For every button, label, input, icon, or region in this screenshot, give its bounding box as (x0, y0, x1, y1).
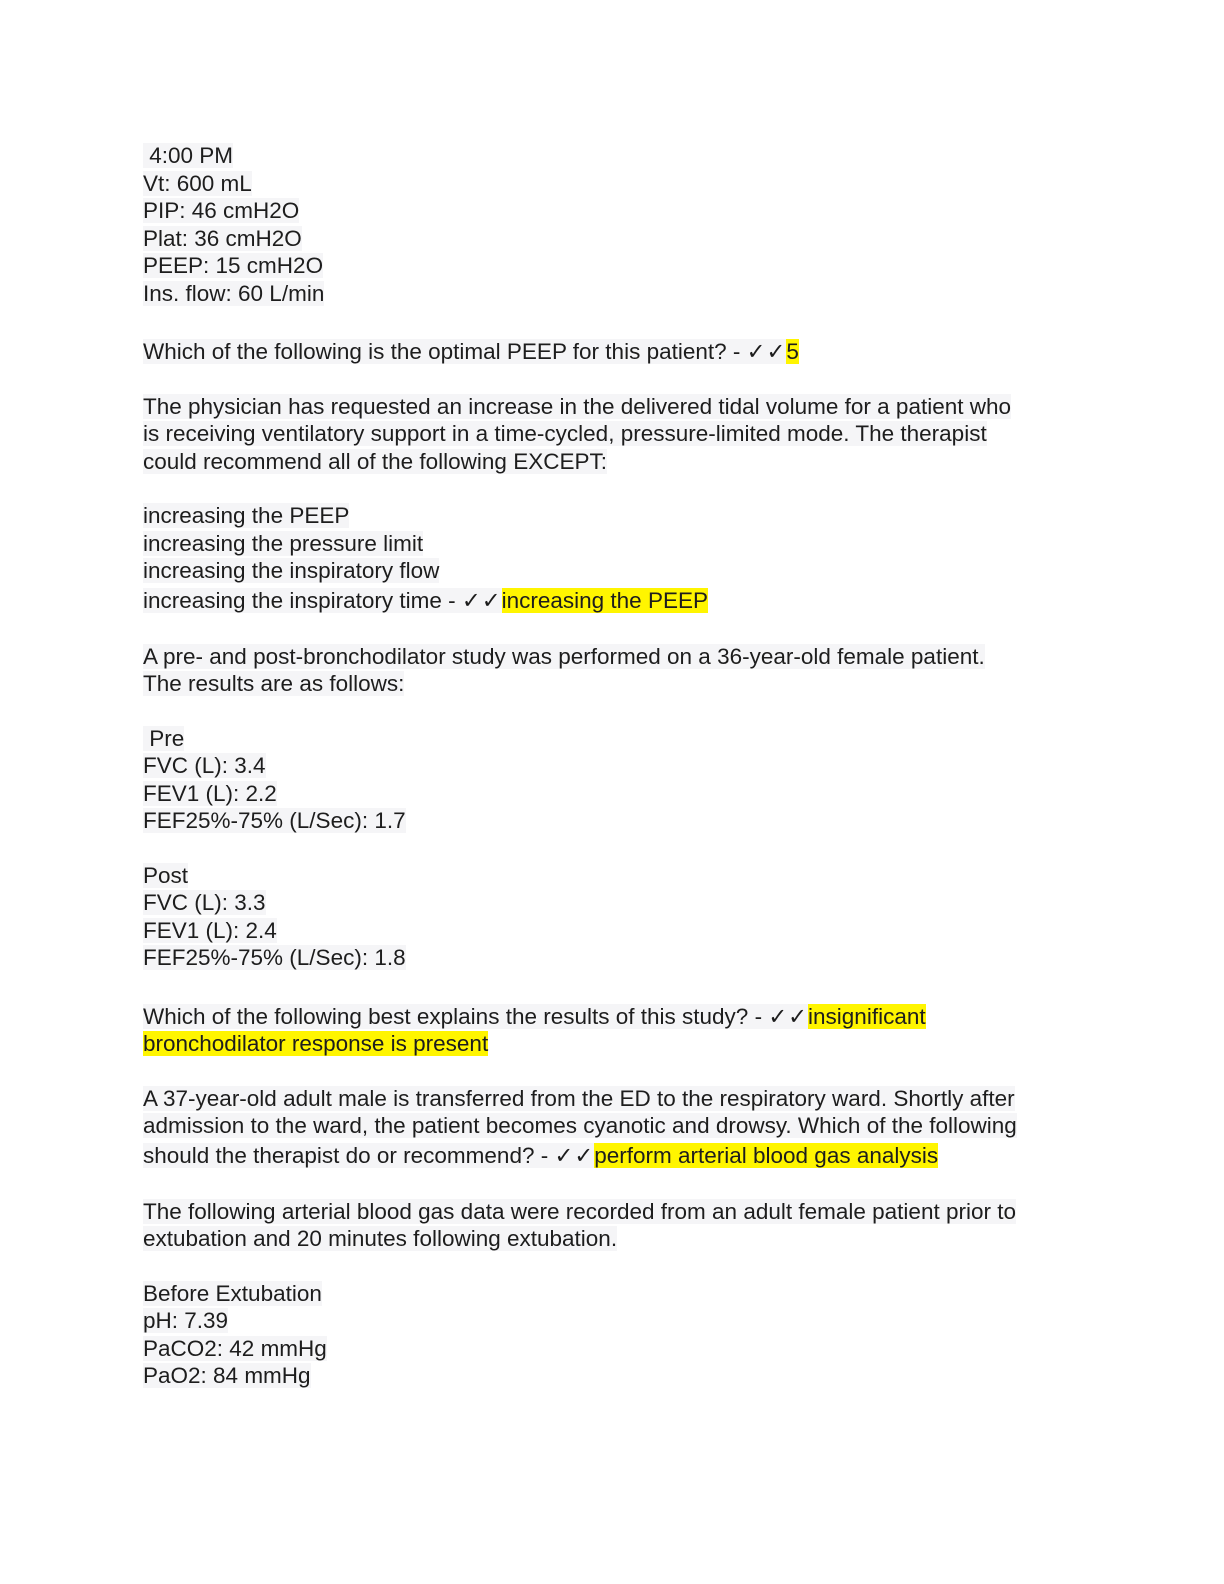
question-2-stem (143, 393, 1078, 476)
post-fev1: FEV1 (L): 2.4 (143, 917, 277, 943)
q2-option-4: increasing the inspiratory time - (143, 587, 462, 613)
q4-last-line: should the therapist do or recommend? - (143, 1142, 555, 1168)
question-1 (143, 338, 1078, 366)
vent-pip: PIP: 46 cmH2O (143, 198, 300, 223)
before-label: Before Extubation (143, 1280, 322, 1306)
question-5-stem (143, 1198, 1078, 1253)
question-2-options (143, 502, 1078, 616)
vent-vt: Vt: 600 mL (143, 170, 252, 196)
q5-stem-line-2: extubation and 20 minutes following extubation. (143, 1226, 618, 1251)
q3-stem-line-1: A pre- and post-bronchodilator study was performed on a 36-year-old female patient. (143, 643, 985, 669)
q3-question: Which of the following best explains the results of this study? - (143, 1003, 769, 1029)
before-ph: pH: 7.39 (143, 1308, 229, 1333)
q2-option-3: increasing the inspiratory flow (143, 558, 440, 583)
ventilator-data (143, 142, 1078, 307)
post-results (143, 862, 1078, 972)
pre-fev1: FEV1 (L): 2.2 (143, 780, 277, 806)
q2-option-2: increasing the pressure limit (143, 530, 424, 556)
question-3 (143, 1003, 1078, 1058)
q2-stem-line-2: is receiving ventilatory support in a time-cycled, pressure-limited mode. The therapist (143, 421, 987, 446)
checkmark-icon: ✓✓ (461, 587, 502, 613)
page-content (143, 142, 1078, 1417)
q4-stem-line-2: admission to the ward, the patient becomes cyanotic and drowsy. Which of the following (143, 1113, 1017, 1138)
q3-answer-line-1: insignificant (808, 1003, 926, 1029)
post-fef: FEF25%-75% (L/Sec): 1.8 (143, 945, 406, 970)
checkmark-icon: ✓✓ (768, 1003, 809, 1029)
vent-flow: Ins. flow: 60 L/min (143, 280, 325, 306)
q5-stem-line-1: The following arterial blood gas data were recorded from an adult female patient prior to (143, 1198, 1016, 1224)
q1-question: Which of the following is the optimal PEEP for this patient? - (143, 339, 747, 364)
question-3-stem (143, 643, 1078, 698)
q4-stem-line-1: A 37-year-old adult male is transferred from the ED to the respiratory ward. Shortly after (143, 1085, 1015, 1111)
post-label: Post (143, 862, 189, 888)
pre-fef: FEF25%-75% (L/Sec): 1.7 (143, 808, 406, 833)
pre-label: Pre (143, 725, 185, 751)
post-fvc: FVC (L): 3.3 (143, 890, 266, 915)
q2-answer: increasing the PEEP (501, 587, 708, 613)
q3-answer-line-2: bronchodilator response is present (143, 1031, 489, 1056)
vent-peep: PEEP: 15 cmH2O (143, 253, 324, 278)
before-extubation (143, 1280, 1078, 1390)
checkmark-icon: ✓✓ (554, 1142, 595, 1168)
vent-time: 4:00 PM (143, 143, 234, 168)
before-pao2: PaO2: 84 mmHg (143, 1363, 311, 1388)
checkmark-icon: ✓✓ (746, 339, 787, 364)
pre-results (143, 725, 1078, 835)
question-4 (143, 1085, 1078, 1171)
pre-fvc: FVC (L): 3.4 (143, 753, 266, 778)
q2-option-1: increasing the PEEP (143, 503, 350, 528)
before-paco2: PaCO2: 42 mmHg (143, 1335, 327, 1361)
q1-answer: 5 (786, 339, 799, 364)
q4-answer: perform arterial blood gas analysis (594, 1142, 939, 1168)
q2-stem-line-1: The physician has requested an increase in the delivered tidal volume for a patient who (143, 393, 1012, 419)
vent-plat: Plat: 36 cmH2O (143, 225, 302, 251)
q2-stem-line-3: could recommend all of the following EXCEPT: (143, 448, 607, 474)
q3-stem-line-2: The results are as follows: (143, 671, 405, 696)
